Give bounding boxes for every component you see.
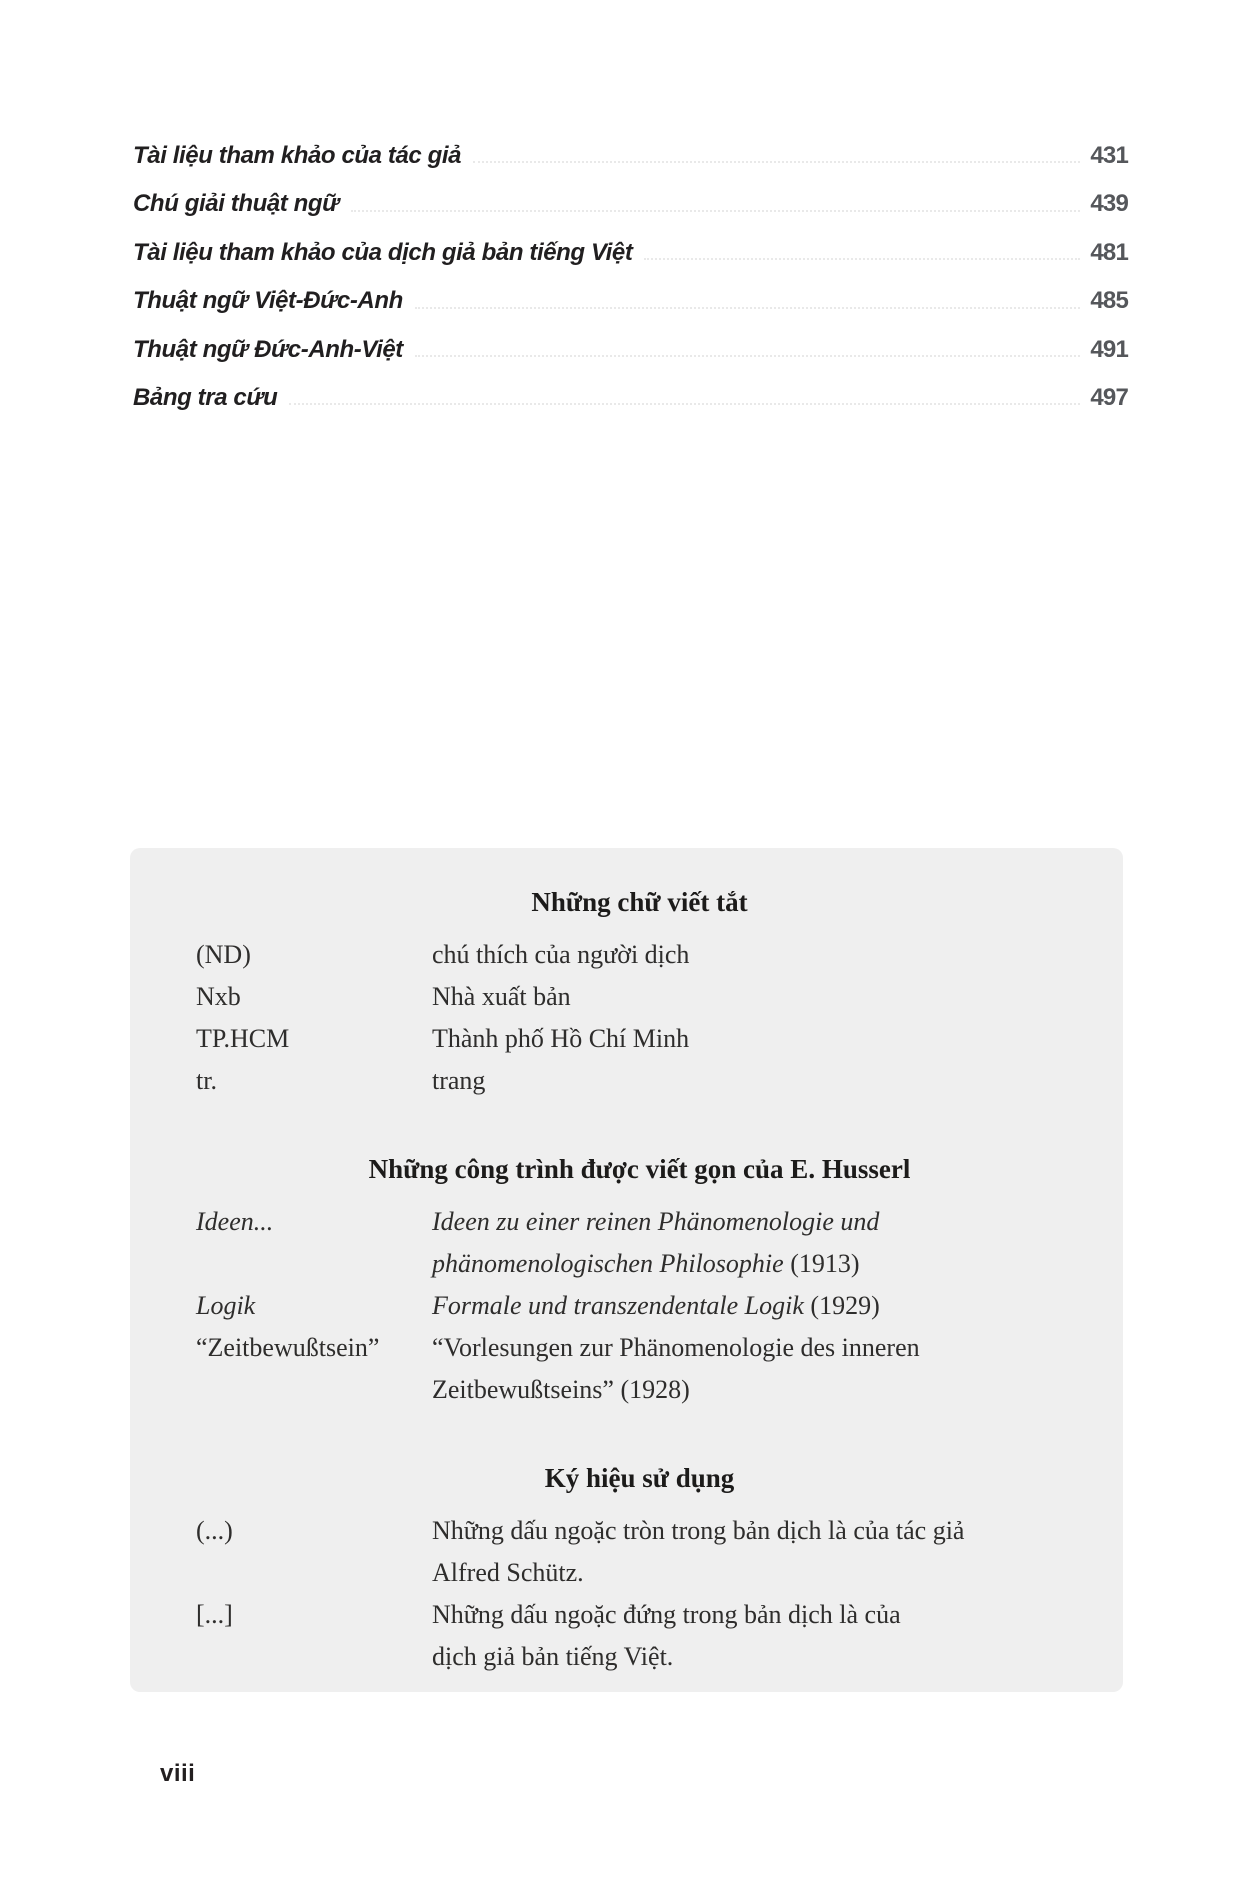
- toc-entry-label: Thuật ngữ Việt-Đức-Anh: [133, 287, 403, 315]
- text-segment: (...): [196, 1516, 233, 1545]
- section-heading: Những công trình được viết gọn của E. Husserl: [368, 1154, 911, 1184]
- term-cell: [196, 1201, 432, 1285]
- box-section: [196, 1460, 1083, 1678]
- definition-line: [432, 1369, 1083, 1411]
- section-heading: Ký hiệu sử dụng: [544, 1463, 735, 1493]
- section-rows: [196, 1201, 1083, 1411]
- toc-entry-label: Tài liệu tham khảo của tác giả: [133, 142, 462, 169]
- text-segment: (1913): [783, 1249, 860, 1278]
- term-cell: [196, 1018, 432, 1060]
- definition-cell: [432, 1285, 1083, 1327]
- toc-page-number: 439: [1090, 190, 1128, 218]
- text-segment: Alfred Schütz.: [432, 1558, 584, 1587]
- definition-cell: [432, 1060, 1083, 1102]
- page-number: viii: [160, 1760, 196, 1787]
- abbreviations-box: [130, 848, 1123, 1692]
- definition-row: [196, 1018, 1083, 1060]
- toc-row: [133, 176, 1128, 224]
- text-segment: (ND): [196, 940, 251, 969]
- definition-line: [432, 1636, 1083, 1678]
- definition-row: [196, 934, 1083, 976]
- definition-row: [196, 1285, 1083, 1327]
- toc-row: [133, 273, 1128, 321]
- toc-leader-line: [415, 355, 1080, 357]
- definition-line: [432, 1552, 1083, 1594]
- text-segment: TP.HCM: [196, 1024, 290, 1053]
- toc-entry-label: Chú giải thuật ngữ: [133, 190, 339, 218]
- definition-line: [432, 1510, 1083, 1552]
- definition-line: [432, 1060, 1083, 1102]
- text-segment: phänomenologischen Philosophie: [432, 1249, 784, 1278]
- box-section: [196, 1151, 1083, 1411]
- toc-row: [133, 225, 1128, 273]
- toc-leader-line: [473, 161, 1080, 163]
- definition-row: [196, 1060, 1083, 1102]
- definition-cell: [432, 1594, 1083, 1678]
- term-cell: [196, 934, 432, 976]
- toc-row: [133, 370, 1128, 418]
- definition-cell: [432, 1327, 1083, 1411]
- definition-row: [196, 976, 1083, 1018]
- text-segment: (1929): [803, 1291, 880, 1320]
- text-segment: Những dấu ngoặc đứng trong bản dịch là của: [432, 1600, 901, 1629]
- definition-cell: [432, 934, 1083, 976]
- definition-cell: [432, 1018, 1083, 1060]
- term-cell: [196, 1285, 432, 1327]
- term-cell: [196, 1327, 432, 1411]
- text-segment: Formale und transzendentale Logik: [432, 1291, 804, 1320]
- term-cell: [196, 1060, 432, 1102]
- text-segment: trang: [432, 1066, 486, 1095]
- text-segment: “Vorlesungen zur Phänomenologie des inneren: [432, 1333, 920, 1362]
- definition-line: [432, 1327, 1083, 1369]
- term-cell: [196, 1510, 432, 1594]
- section-rows: [196, 1510, 1083, 1678]
- toc-row: [133, 128, 1128, 176]
- text-segment: [...]: [196, 1600, 233, 1629]
- toc-entry-label: Tài liệu tham khảo của dịch giả bản tiếng Việt: [133, 238, 633, 266]
- text-segment: Thành phố Hồ Chí Minh: [432, 1024, 690, 1053]
- text-segment: Ideen zu einer reinen Phänomenologie und: [432, 1207, 880, 1236]
- toc-entry-label: Thuật ngữ Đức-Anh-Việt: [133, 335, 403, 363]
- definition-row: [196, 1201, 1083, 1285]
- toc-page-number: 485: [1090, 287, 1128, 315]
- toc-page-number: 497: [1090, 383, 1128, 411]
- text-segment: Nhà xuất bản: [432, 982, 571, 1011]
- definition-cell: [432, 1201, 1083, 1285]
- section-heading: Những chữ viết tắt: [531, 887, 748, 917]
- text-segment: Những dấu ngoặc tròn trong bản dịch là của tác giả: [432, 1516, 965, 1545]
- section-rows: [196, 934, 1083, 1102]
- definition-line: [432, 976, 1083, 1018]
- toc-leader-line: [289, 403, 1080, 405]
- text-segment: dịch giả bản tiếng Việt.: [432, 1642, 674, 1671]
- definition-line: [432, 934, 1083, 976]
- term-cell: [196, 976, 432, 1018]
- text-segment: Logik: [196, 1291, 256, 1320]
- definition-row: [196, 1594, 1083, 1678]
- text-segment: “Zeitbewußtsein”: [196, 1333, 380, 1362]
- text-segment: Zeitbewußtseins” (1928): [432, 1375, 690, 1404]
- definition-line: [432, 1243, 1083, 1285]
- definition-cell: [432, 976, 1083, 1018]
- toc-entry-label: Bảng tra cứu: [133, 383, 278, 411]
- definition-line: [432, 1594, 1083, 1636]
- definition-line: [432, 1285, 1083, 1327]
- definition-line: [432, 1201, 1083, 1243]
- toc-leader-line: [644, 258, 1080, 260]
- toc-page-number: 491: [1090, 335, 1128, 363]
- term-cell: [196, 1594, 432, 1678]
- definition-line: [432, 1018, 1083, 1060]
- text-segment: Nxb: [196, 982, 241, 1011]
- definition-row: [196, 1327, 1083, 1411]
- definition-cell: [432, 1510, 1083, 1594]
- text-segment: tr.: [196, 1066, 217, 1095]
- toc-leader-line: [415, 307, 1080, 309]
- table-of-contents: [133, 128, 1128, 418]
- box-section: [196, 884, 1083, 1102]
- toc-page-number: 431: [1090, 142, 1128, 169]
- text-segment: Ideen...: [196, 1207, 274, 1236]
- text-segment: chú thích của người dịch: [432, 940, 690, 969]
- definition-row: [196, 1510, 1083, 1594]
- toc-leader-line: [351, 210, 1080, 212]
- toc-row: [133, 322, 1128, 370]
- toc-page-number: 481: [1090, 238, 1128, 266]
